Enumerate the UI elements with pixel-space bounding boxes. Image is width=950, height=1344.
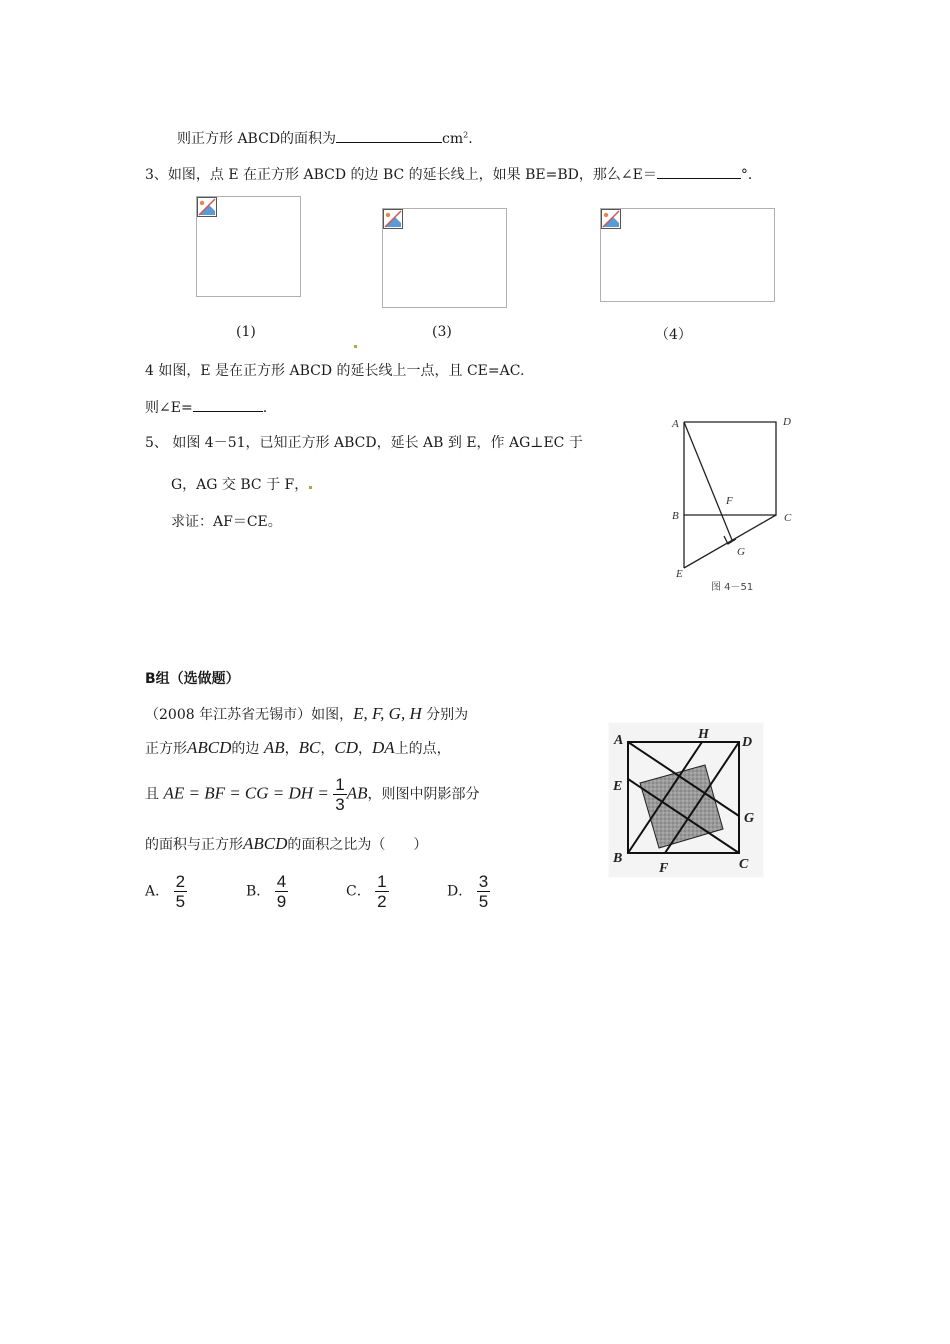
groupb-line2-suffix: 上的点， — [394, 741, 451, 757]
option-a-label: A． — [145, 883, 170, 900]
groupb-line3-prefix: 且 — [145, 786, 159, 803]
q3-end: °． — [740, 167, 762, 183]
groupb-side-da: DA — [371, 738, 395, 757]
groupb-line4-suffix: 的面积之比为（ ） — [287, 837, 428, 853]
q2-unit: cm — [442, 131, 464, 147]
q2-answer-blank[interactable] — [336, 142, 442, 143]
q3-figure-1-placeholder — [196, 196, 301, 297]
groupb-side-ab: AB — [263, 738, 285, 757]
groupb-square-2: ABCD — [243, 834, 288, 853]
fraction-numerator: 1 — [335, 775, 345, 794]
groupb-points: E, F, G, H — [353, 704, 422, 723]
q3-answer-blank[interactable] — [657, 178, 741, 179]
option-c-label: C． — [346, 883, 371, 900]
label-d: D — [783, 416, 791, 428]
label-c: C — [739, 857, 749, 872]
groupb-line1-suffix: 分别为 — [421, 707, 469, 723]
label-e: E — [676, 568, 683, 580]
label-b: B — [672, 510, 679, 522]
option-c-den: 2 — [377, 892, 387, 911]
label-a: A — [614, 733, 624, 748]
q4-line2-prefix: 则∠E= — [145, 400, 193, 416]
q3-text: 3、如图，点 E 在正方形 ABCD 的边 BC 的延长线上，如果 BE=BD，那么∠E＝ — [145, 167, 657, 183]
q5-line2-text: G，AG 交 BC 于 F， — [171, 477, 309, 493]
label-b: B — [613, 851, 623, 866]
q3-caption-1: (1) — [236, 324, 256, 340]
option-d-fraction — [477, 872, 490, 911]
fraction-denominator: 3 — [335, 795, 345, 814]
q5-line1: 5、 如图 4－51，已知正方形 ABCD，延长 AB 到 E，作 AG⊥EC 于 — [145, 435, 583, 451]
option-c-fraction — [375, 872, 388, 911]
groupb-line3-suffix: ，则图中阴影部分 — [367, 786, 480, 803]
label-c: C — [784, 512, 792, 524]
option-a-fraction — [174, 872, 187, 911]
option-d-label: D． — [447, 883, 473, 900]
q5-line3: 求证：AF＝CE。 — [171, 514, 282, 530]
groupb-side-cd: CD — [334, 738, 358, 757]
q2-tail-line — [177, 128, 473, 148]
groupb-eq-tail: AB — [346, 783, 368, 803]
q2-prefix: 则正方形 ABCD的面积为 — [177, 131, 337, 147]
option-b-fraction — [275, 872, 288, 911]
broken-image-icon — [383, 209, 403, 229]
group-b-title: B组（选做题） — [145, 671, 240, 687]
q3-caption-dot — [353, 336, 358, 352]
figure-caption: 图 4－51 — [711, 582, 754, 593]
figure-4-51 — [665, 408, 815, 598]
group-b-figure — [608, 722, 764, 878]
q5-line2 — [171, 474, 313, 494]
option-b-label: B． — [246, 883, 271, 900]
groupb-line1 — [145, 704, 468, 724]
label-g: G — [737, 546, 745, 558]
option-b[interactable] — [246, 872, 288, 911]
label-d: D — [742, 735, 753, 750]
q4-line1: 4 如图，E 是在正方形 ABCD 的延长线上一点，且 CE=AC. — [145, 363, 525, 379]
option-a-num: 2 — [175, 872, 186, 891]
groupb-square: ABCD — [187, 738, 232, 757]
label-f: F — [659, 861, 669, 876]
label-g: G — [744, 811, 755, 826]
option-a[interactable] — [145, 872, 187, 911]
option-d[interactable] — [447, 872, 490, 911]
groupb-line2-prefix: 正方形 — [145, 741, 187, 757]
groupb-line2: 正方形ABCD的边 AB，BC，CD，DA上的点， — [145, 738, 451, 757]
label-e: E — [613, 779, 623, 794]
groupb-line4 — [145, 834, 427, 854]
label-f: F — [726, 495, 733, 507]
q3-question — [145, 164, 762, 184]
groupb-line2-mid: 的边 — [231, 741, 260, 757]
q3-figure-4-placeholder — [600, 208, 775, 302]
groupb-line4-prefix: 的面积与正方形 — [145, 837, 243, 853]
groupb-line1-prefix: （2008 年江苏省无锡市）如图， — [145, 707, 354, 723]
label-h: H — [698, 727, 709, 742]
label-a: A — [672, 418, 679, 430]
segment-ag — [684, 422, 732, 540]
groupb-side-bc: BC — [298, 738, 321, 757]
groupb-fraction-one-third — [333, 775, 346, 814]
option-c[interactable] — [346, 872, 389, 911]
option-b-den: 9 — [276, 892, 287, 911]
option-c-num: 1 — [377, 872, 387, 891]
groupb-line3 — [145, 775, 480, 814]
option-a-den: 5 — [175, 892, 186, 911]
segment-ec — [684, 515, 776, 568]
q2-end: . — [468, 131, 473, 147]
q2-unit-sup: 2 — [463, 130, 469, 140]
right-angle-mark — [724, 536, 736, 544]
q3-figure-3-placeholder — [382, 208, 507, 308]
option-d-num: 3 — [478, 872, 489, 891]
broken-image-icon — [601, 209, 621, 229]
option-d-den: 5 — [478, 892, 489, 911]
q4-line2-end: . — [262, 400, 268, 416]
option-b-num: 4 — [276, 872, 287, 891]
q4-line2 — [145, 397, 267, 417]
q3-caption-3: (3) — [432, 324, 452, 340]
q3-caption-4: （4） — [655, 327, 692, 343]
groupb-equation: AE = BF = CG = DH = — [163, 783, 329, 803]
broken-image-icon — [197, 197, 217, 217]
q4-answer-blank[interactable] — [193, 411, 263, 412]
